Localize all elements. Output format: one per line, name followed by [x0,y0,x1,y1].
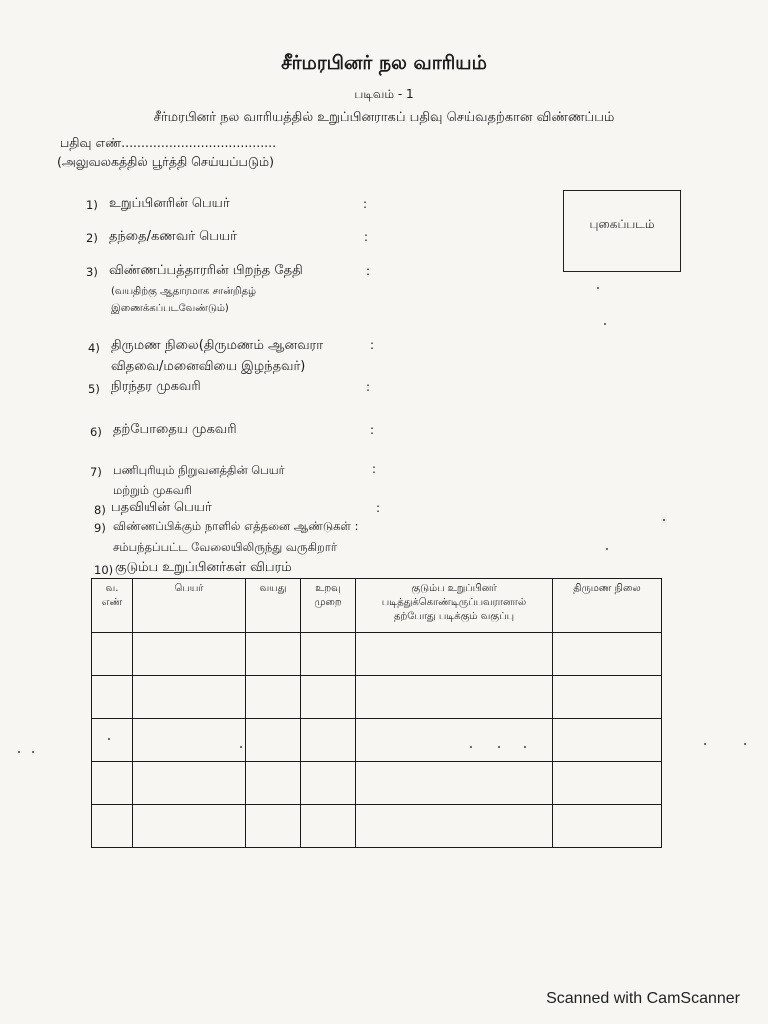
field-3-number: 3) [86,265,98,279]
field-6-label: தற்போதைய முகவரி [113,422,237,437]
field-1-label: உறுப்பினரின் பெயர் [109,196,230,211]
field-3-label: விண்ணப்பத்தாரரின் பிறந்த தேதி [109,263,303,278]
field-2-colon: : [364,230,369,244]
photo-label: புகைப்படம் [589,217,655,231]
photo-box [563,190,681,272]
field-3-colon: : [366,264,371,278]
field-4-label-line2: விதவை/மனைவியை இழந்தவர்) [111,359,306,374]
field-2-number: 2) [86,231,98,245]
scan-speck [704,743,706,745]
field-4-colon: : [370,338,375,352]
table-row [92,633,662,676]
field-9-label: விண்ணப்பிக்கும் நாளில் எத்தனை ஆண்டுகள் : [113,519,359,533]
header-serial-no: வ. எண் [92,579,133,633]
field-1-number: 1) [86,198,98,212]
field-7-number: 7) [90,465,102,479]
field-1-colon: : [363,197,368,211]
scan-speck [744,743,746,745]
field-7-label-line2: மற்றும் முகவரி [113,483,193,497]
field-10-number: 10) [94,563,114,577]
registration-number: பதிவு எண்....................................... [60,135,277,150]
field-8-label: பதவியின் பெயர் [111,500,212,515]
field-9-label-line2: சம்பந்தப்பட்ட வேலையிலிருந்து வருகிறார் [113,540,337,554]
header-age: வயது [246,579,301,633]
scan-speck [470,746,472,748]
field-5-colon: : [366,380,371,394]
field-5-number: 5) [88,382,100,396]
header-name: பெயர் [133,579,246,633]
field-8-number: 8) [94,503,106,517]
scan-speck [604,323,606,325]
form-subtitle: சீர்மரபினர் நல வாரியத்தில் உறுப்பினராகப் பதிவு செய்வதற்கான விண்ணப்பம் [153,110,615,125]
field-7-colon: : [372,462,377,476]
field-6-number: 6) [90,425,102,439]
office-use-note: (அலுவலகத்தில் பூர்த்தி செய்யப்படும்) [57,154,274,169]
table-row [92,762,662,805]
scanner-watermark: Scanned with CamScanner [546,990,740,1007]
scan-speck [32,751,34,753]
table-header-row [92,579,662,633]
scan-speck [240,746,242,748]
field-3-note-line2: இணைக்கப்படவேண்டும்) [111,303,229,314]
header-marital-status: திருமண நிலை [553,579,662,633]
field-9-number: 9) [94,521,106,535]
family-members-table [91,578,662,848]
field-7-label: பணிபுரியும் நிறுவனத்தின் பெயர் [113,463,285,477]
scan-speck [606,548,608,550]
scan-speck [498,746,500,748]
field-5-label: நிரந்தர முகவரி [111,379,201,394]
field-8-colon: : [376,501,381,515]
form-number: படிவம் - 1 [354,87,414,101]
scan-speck [18,751,20,753]
scan-speck [108,738,110,740]
field-2-label: தந்தை/கணவர் பெயர் [109,229,237,244]
field-3-note-line1: (வயதிற்கு ஆதாரமாக சான்றிதழ் [111,286,257,297]
scan-speck [663,519,665,521]
field-4-number: 4) [88,341,100,355]
scan-speck [524,746,526,748]
scan-speck [597,287,599,289]
form-title: சீர்மரபினர் நல வாரியம் [281,52,487,74]
field-10-label: குடும்ப உறுப்பினர்கள் விபரம் [115,560,292,575]
header-relationship: உறவு முறை [301,579,356,633]
header-education: குடும்ப உறுப்பினர் படித்துக்கொண்டிருப்பவரானால் தற்போது படிக்கும் வகுப்பு [356,579,553,633]
table-row [92,676,662,719]
field-6-colon: : [370,423,375,437]
table-row [92,719,662,762]
field-4-label: திருமண நிலை(திருமணம் ஆனவரா [111,338,324,353]
table-row [92,805,662,848]
